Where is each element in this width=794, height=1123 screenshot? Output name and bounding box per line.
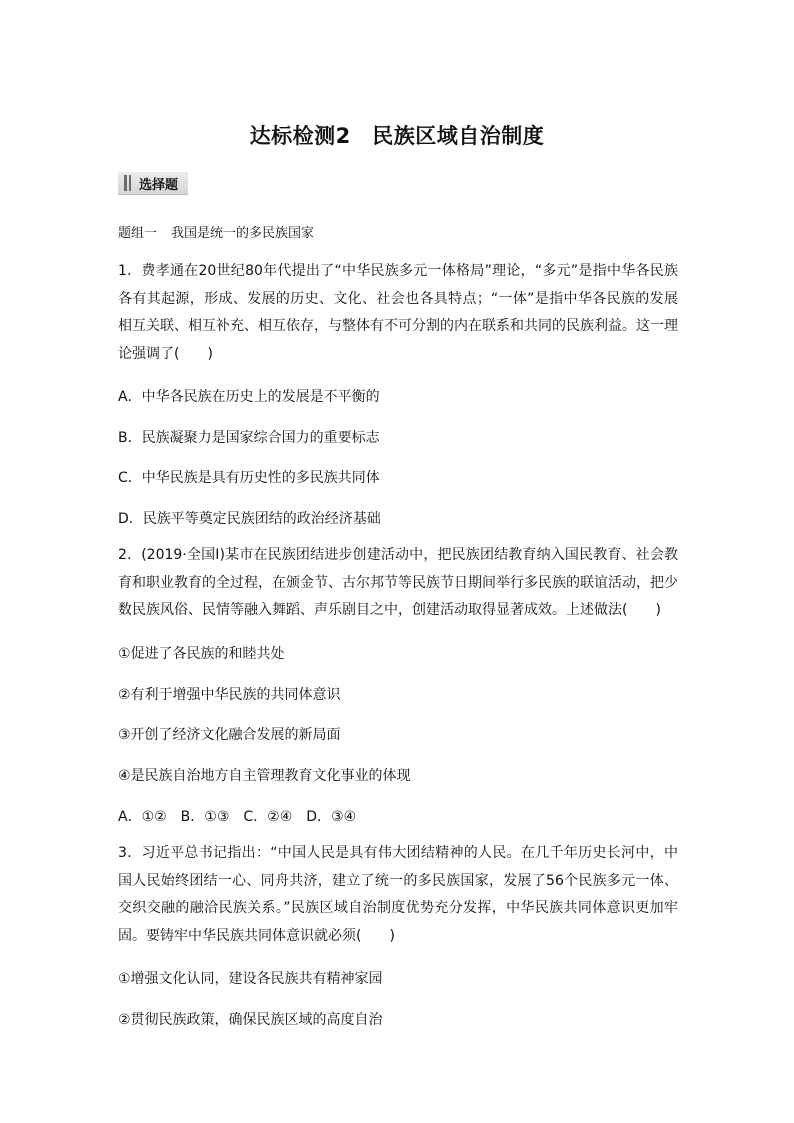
q1-option-a: A．中华各民族在历史上的发展是不平衡的 <box>118 389 380 405</box>
q1-option-c: C．中华民族是具有历史性的多民族共同体 <box>118 470 380 486</box>
q2-choices: A．①② B．①③ C．②④ D．③④ <box>118 809 357 825</box>
question-2-stem: 2．(2019·全国Ⅰ)某市在民族团结进步创建活动中，把民族团结教育纳入国民教育、社会教育和职业教育的全过程，在颁金节、古尔邦节等民族节日期间举行多民族的联谊活动，把少数民族风俗、民情等融入舞蹈、声乐剧目之中，创建活动取得显著成效。上述做法( ) <box>118 547 678 618</box>
section-tag <box>118 172 188 195</box>
q2-item-2: ②有利于增强中华民族的共同体意识 <box>118 687 341 703</box>
q3-item-1: ①增强文化认同，建设各民族共有精神家园 <box>118 971 383 987</box>
section-tag-label: 选择题 <box>139 177 179 193</box>
q1-option-b: B．民族凝聚力是国家综合国力的重要标志 <box>118 430 380 446</box>
tag-bar-icon <box>129 175 131 191</box>
group-label: 题组一 <box>118 226 158 241</box>
q2-item-4: ④是民族自治地方自主管理教育文化事业的体现 <box>118 768 411 784</box>
q2-item-3: ③开创了经济文化融合发展的新局面 <box>118 727 341 743</box>
tag-bar-icon <box>124 175 127 191</box>
question-1-stem: 1．费孝通在20世纪80年代提出了“中华民族多元一体格局”理论，“多元”是指中华各民族各有其起源，形成、发展的历史、文化、社会也各具特点；“一体”是指中华各民族的发展相互关联、相互补充、相互依存，与整体有不可分割的内在联系和共同的民族利益。这一理论强调了( ) <box>118 263 678 362</box>
q2-item-1: ①促进了各民族的和睦共处 <box>118 646 285 662</box>
page-title: 达标检测2 民族区域自治制度 <box>249 124 545 148</box>
group-text: 我国是统一的多民族国家 <box>171 226 315 241</box>
q3-item-2: ②贯彻民族政策，确保民族区域的高度自治 <box>118 1012 383 1028</box>
group-title <box>118 222 314 241</box>
question-3-stem: 3．习近平总书记指出：“中国人民是具有伟大团结精神的人民。在几千年历史长河中，中国人民始终团结一心、同舟共济，建立了统一的多民族国家，发展了56个民族多元一体、交织交融的融洽民族关系。”民族区域自治制度优势充分发挥，中华民族共同体意识更加牢固。要铸牢中华民族共同体意识就必须( ) <box>118 845 678 944</box>
q1-option-d: D．民族平等奠定民族团结的政治经济基础 <box>118 511 381 527</box>
